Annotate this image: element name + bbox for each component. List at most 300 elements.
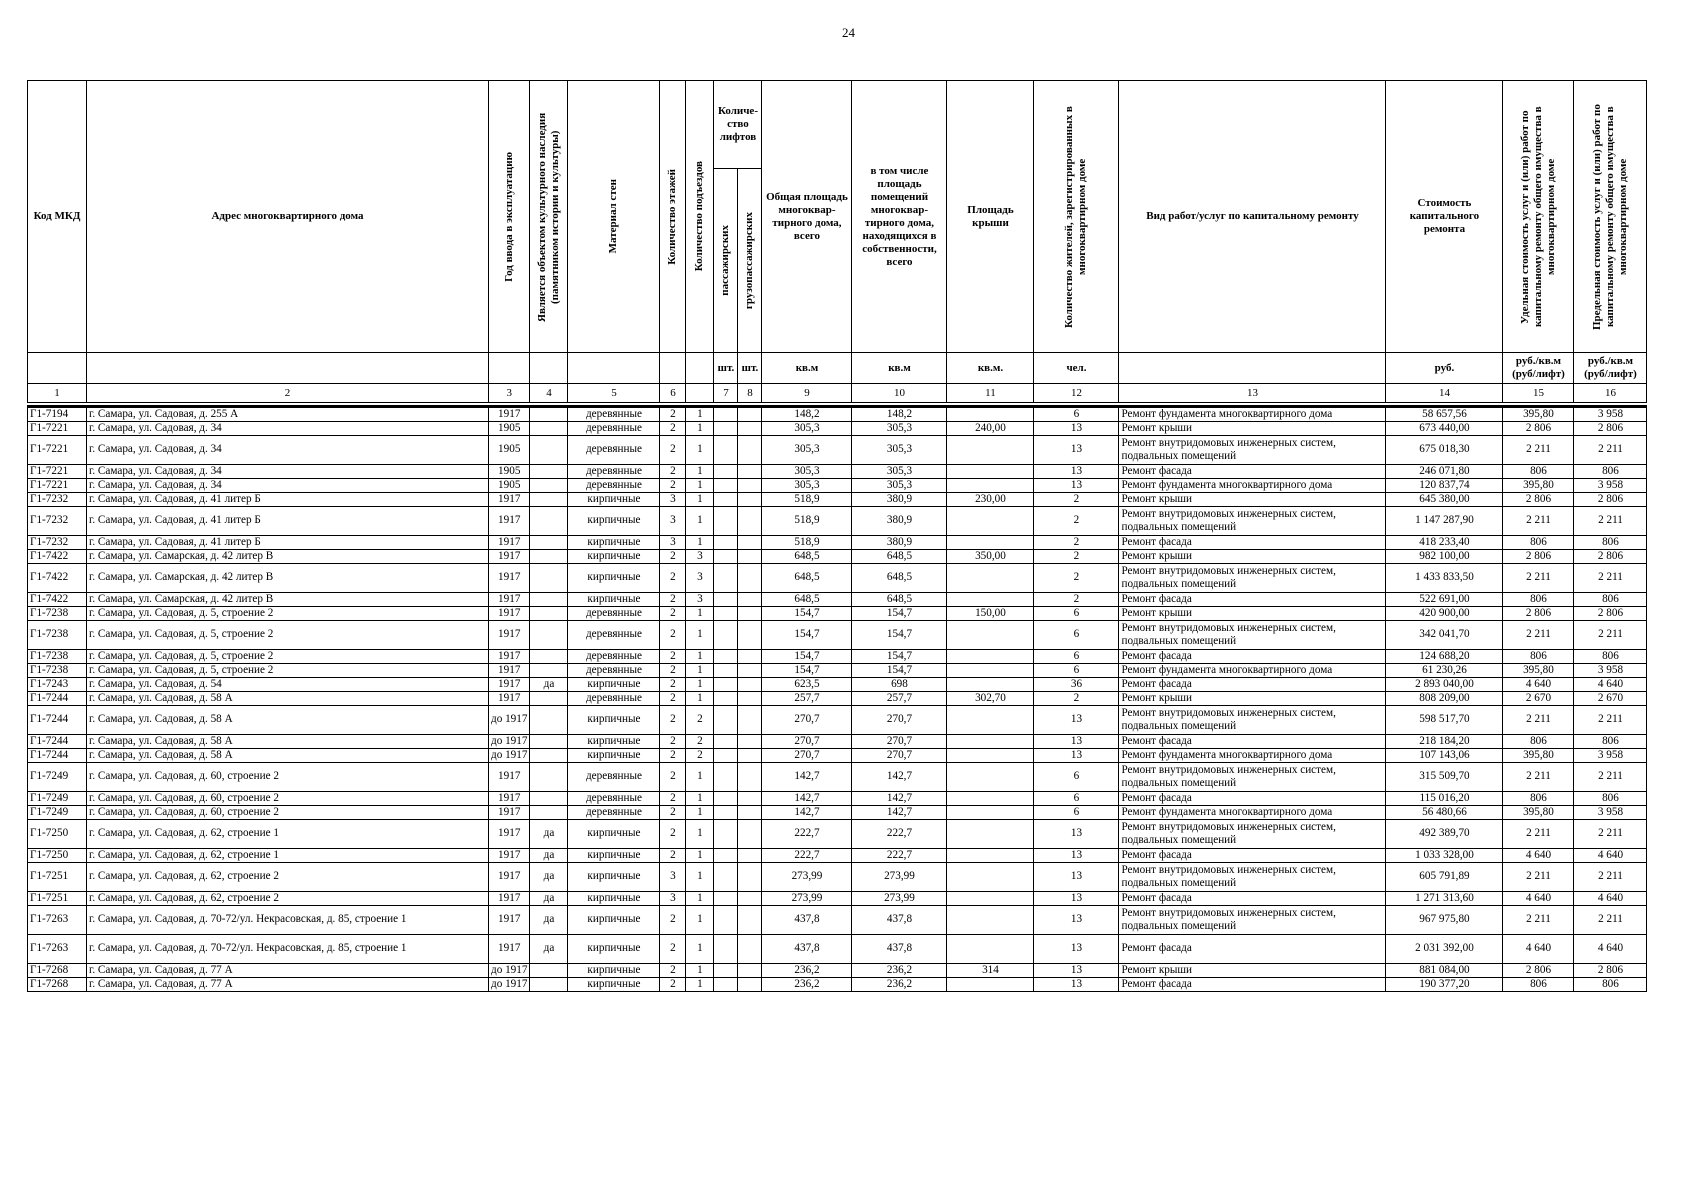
table-row xyxy=(28,848,1647,862)
cell-total-area: 154,7 xyxy=(762,663,852,677)
table-row xyxy=(28,663,1647,677)
capital-repair-table xyxy=(27,80,1647,992)
cell-lifts-freight xyxy=(738,691,762,705)
cell-residents: 6 xyxy=(1034,805,1119,819)
cell-material: кирпичные xyxy=(568,492,660,506)
cell-work-type: Ремонт фасада xyxy=(1119,848,1386,862)
cell-owned-area: 236,2 xyxy=(852,977,947,991)
cell-floors: 2 xyxy=(660,762,686,791)
cell-address: г. Самара, ул. Садовая, д. 5, строение 2 xyxy=(87,663,489,677)
cell-heritage: да xyxy=(530,677,568,691)
cell-address: г. Самара, ул. Садовая, д. 34 xyxy=(87,464,489,478)
cell-owned-area: 273,99 xyxy=(852,891,947,905)
cell-total-area: 305,3 xyxy=(762,464,852,478)
cell-max-cost: 2 806 xyxy=(1574,549,1647,563)
cell-heritage xyxy=(530,592,568,606)
table-row xyxy=(28,805,1647,819)
cell-total-area: 648,5 xyxy=(762,549,852,563)
cell-lifts-passenger xyxy=(714,762,738,791)
cell-roof-area xyxy=(947,791,1034,805)
unit-label: кв.м xyxy=(852,353,947,384)
cell-max-cost: 806 xyxy=(1574,535,1647,549)
cell-residents: 36 xyxy=(1034,677,1119,691)
cell-floors: 2 xyxy=(660,435,686,464)
cell-material: кирпичные xyxy=(568,891,660,905)
cell-entrances: 1 xyxy=(686,963,714,977)
cell-max-cost: 3 958 xyxy=(1574,748,1647,762)
cell-work-type: Ремонт фасада xyxy=(1119,677,1386,691)
cell-entrances: 1 xyxy=(686,862,714,891)
cell-year: 1905 xyxy=(489,478,530,492)
header-material: Материал стен xyxy=(568,81,660,353)
cell-heritage xyxy=(530,435,568,464)
cell-roof-area xyxy=(947,977,1034,991)
cell-heritage xyxy=(530,734,568,748)
cell-roof-area: 240,00 xyxy=(947,421,1034,435)
table-row xyxy=(28,421,1647,435)
cell-heritage: да xyxy=(530,862,568,891)
cell-lifts-passenger xyxy=(714,805,738,819)
cell-code: Г1-7244 xyxy=(28,748,87,762)
cell-address: г. Самара, ул. Садовая, д. 41 литер Б xyxy=(87,535,489,549)
cell-cost: 58 657,56 xyxy=(1386,407,1503,422)
cell-work-type: Ремонт фасада xyxy=(1119,791,1386,805)
cell-floors: 3 xyxy=(660,891,686,905)
cell-unit-cost: 806 xyxy=(1503,649,1574,663)
cell-work-type: Ремонт фасада xyxy=(1119,934,1386,963)
cell-work-type: Ремонт крыши xyxy=(1119,421,1386,435)
table-row xyxy=(28,464,1647,478)
cell-owned-area: 698 xyxy=(852,677,947,691)
cell-floors: 2 xyxy=(660,805,686,819)
cell-total-area: 273,99 xyxy=(762,891,852,905)
column-number: 13 xyxy=(1119,384,1386,403)
cell-total-area: 154,7 xyxy=(762,620,852,649)
table-row xyxy=(28,677,1647,691)
table-row xyxy=(28,963,1647,977)
header-floors: Количество этажей xyxy=(660,81,686,353)
cell-total-area: 648,5 xyxy=(762,592,852,606)
cell-lifts-freight xyxy=(738,748,762,762)
cell-total-area: 437,8 xyxy=(762,905,852,934)
cell-lifts-passenger xyxy=(714,563,738,592)
cell-address: г. Самара, ул. Самарская, д. 42 литер В xyxy=(87,592,489,606)
cell-cost: 1 147 287,90 xyxy=(1386,506,1503,535)
cell-heritage xyxy=(530,748,568,762)
cell-cost: 605 791,89 xyxy=(1386,862,1503,891)
cell-total-area: 518,9 xyxy=(762,492,852,506)
cell-year: до 1917 xyxy=(489,963,530,977)
cell-lifts-freight xyxy=(738,862,762,891)
table-row xyxy=(28,606,1647,620)
cell-year: 1905 xyxy=(489,464,530,478)
cell-cost: 56 480,66 xyxy=(1386,805,1503,819)
cell-code: Г1-7268 xyxy=(28,977,87,991)
cell-entrances: 1 xyxy=(686,464,714,478)
cell-address: г. Самара, ул. Садовая, д. 34 xyxy=(87,478,489,492)
cell-year: 1917 xyxy=(489,606,530,620)
table-row xyxy=(28,535,1647,549)
cell-max-cost: 806 xyxy=(1574,977,1647,991)
cell-cost: 2 031 392,00 xyxy=(1386,934,1503,963)
cell-address: г. Самара, ул. Садовая, д. 60, строение 2 xyxy=(87,762,489,791)
cell-total-area: 154,7 xyxy=(762,606,852,620)
cell-total-area: 222,7 xyxy=(762,848,852,862)
cell-cost: 190 377,20 xyxy=(1386,977,1503,991)
cell-owned-area: 270,7 xyxy=(852,705,947,734)
cell-heritage xyxy=(530,606,568,620)
column-number: 3 xyxy=(489,384,530,403)
cell-max-cost: 2 806 xyxy=(1574,421,1647,435)
cell-address: г. Самара, ул. Садовая, д. 58 А xyxy=(87,705,489,734)
cell-total-area: 648,5 xyxy=(762,563,852,592)
cell-address: г. Самара, ул. Садовая, д. 60, строение 2 xyxy=(87,805,489,819)
unit-label: руб./кв.м (руб/лифт) xyxy=(1574,353,1647,384)
cell-owned-area: 142,7 xyxy=(852,791,947,805)
cell-heritage xyxy=(530,963,568,977)
cell-material: кирпичные xyxy=(568,705,660,734)
cell-floors: 2 xyxy=(660,620,686,649)
cell-cost: 2 893 040,00 xyxy=(1386,677,1503,691)
cell-cost: 315 509,70 xyxy=(1386,762,1503,791)
cell-floors: 2 xyxy=(660,549,686,563)
cell-code: Г1-7221 xyxy=(28,478,87,492)
cell-lifts-passenger xyxy=(714,606,738,620)
cell-floors: 2 xyxy=(660,963,686,977)
cell-material: деревянные xyxy=(568,435,660,464)
cell-lifts-freight xyxy=(738,791,762,805)
cell-lifts-passenger xyxy=(714,649,738,663)
cell-roof-area xyxy=(947,620,1034,649)
cell-material: деревянные xyxy=(568,464,660,478)
cell-roof-area xyxy=(947,905,1034,934)
cell-material: деревянные xyxy=(568,478,660,492)
cell-heritage xyxy=(530,464,568,478)
cell-lifts-freight xyxy=(738,734,762,748)
cell-lifts-passenger xyxy=(714,934,738,963)
cell-year: 1917 xyxy=(489,862,530,891)
cell-owned-area: 222,7 xyxy=(852,819,947,848)
cell-residents: 6 xyxy=(1034,620,1119,649)
column-number: 11 xyxy=(947,384,1034,403)
cell-owned-area: 236,2 xyxy=(852,963,947,977)
cell-total-area: 305,3 xyxy=(762,478,852,492)
cell-residents: 13 xyxy=(1034,977,1119,991)
cell-code: Г1-7238 xyxy=(28,663,87,677)
cell-lifts-passenger xyxy=(714,592,738,606)
cell-cost: 120 837,74 xyxy=(1386,478,1503,492)
cell-floors: 2 xyxy=(660,691,686,705)
cell-heritage: да xyxy=(530,891,568,905)
cell-year: 1917 xyxy=(489,620,530,649)
cell-total-area: 273,99 xyxy=(762,862,852,891)
cell-material: деревянные xyxy=(568,606,660,620)
cell-work-type: Ремонт фундамента многоквартирного дома xyxy=(1119,805,1386,819)
cell-lifts-freight xyxy=(738,435,762,464)
cell-lifts-freight xyxy=(738,549,762,563)
cell-year: до 1917 xyxy=(489,734,530,748)
cell-lifts-passenger xyxy=(714,492,738,506)
cell-floors: 2 xyxy=(660,478,686,492)
column-number: 12 xyxy=(1034,384,1119,403)
cell-code: Г1-7232 xyxy=(28,535,87,549)
cell-max-cost: 2 211 xyxy=(1574,435,1647,464)
table-row xyxy=(28,549,1647,563)
cell-year: 1917 xyxy=(489,791,530,805)
cell-floors: 2 xyxy=(660,592,686,606)
cell-year: 1917 xyxy=(489,407,530,422)
cell-roof-area xyxy=(947,592,1034,606)
cell-entrances: 3 xyxy=(686,549,714,563)
cell-roof-area xyxy=(947,748,1034,762)
cell-roof-area xyxy=(947,506,1034,535)
cell-code: Г1-7263 xyxy=(28,905,87,934)
cell-code: Г1-7250 xyxy=(28,819,87,848)
cell-lifts-passenger xyxy=(714,464,738,478)
cell-owned-area: 380,9 xyxy=(852,535,947,549)
cell-work-type: Ремонт крыши xyxy=(1119,492,1386,506)
cell-material: кирпичные xyxy=(568,592,660,606)
cell-entrances: 1 xyxy=(686,435,714,464)
cell-heritage xyxy=(530,649,568,663)
cell-heritage: да xyxy=(530,848,568,862)
cell-floors: 3 xyxy=(660,492,686,506)
cell-total-area: 257,7 xyxy=(762,691,852,705)
cell-cost: 342 041,70 xyxy=(1386,620,1503,649)
cell-material: деревянные xyxy=(568,691,660,705)
cell-entrances: 1 xyxy=(686,663,714,677)
cell-entrances: 1 xyxy=(686,492,714,506)
cell-max-cost: 806 xyxy=(1574,464,1647,478)
cell-residents: 13 xyxy=(1034,862,1119,891)
cell-work-type: Ремонт крыши xyxy=(1119,549,1386,563)
cell-roof-area xyxy=(947,891,1034,905)
cell-lifts-freight xyxy=(738,606,762,620)
table-row xyxy=(28,891,1647,905)
cell-max-cost: 4 640 xyxy=(1574,848,1647,862)
cell-lifts-passenger xyxy=(714,506,738,535)
cell-address: г. Самара, ул. Садовая, д. 62, строение 1 xyxy=(87,848,489,862)
cell-residents: 13 xyxy=(1034,934,1119,963)
cell-lifts-passenger xyxy=(714,407,738,422)
cell-entrances: 1 xyxy=(686,934,714,963)
column-number: 1 xyxy=(28,384,87,403)
cell-address: г. Самара, ул. Садовая, д. 41 литер Б xyxy=(87,492,489,506)
cell-residents: 13 xyxy=(1034,891,1119,905)
cell-year: 1917 xyxy=(489,762,530,791)
cell-residents: 2 xyxy=(1034,506,1119,535)
cell-roof-area xyxy=(947,762,1034,791)
cell-unit-cost: 806 xyxy=(1503,535,1574,549)
cell-owned-area: 148,2 xyxy=(852,407,947,422)
column-number xyxy=(686,384,714,403)
cell-code: Г1-7250 xyxy=(28,848,87,862)
cell-unit-cost: 4 640 xyxy=(1503,934,1574,963)
cell-year: до 1917 xyxy=(489,705,530,734)
cell-code: Г1-7244 xyxy=(28,705,87,734)
cell-work-type: Ремонт внутридомовых инженерных систем, подвальных помещений xyxy=(1119,762,1386,791)
cell-lifts-passenger xyxy=(714,891,738,905)
cell-code: Г1-7422 xyxy=(28,592,87,606)
cell-owned-area: 437,8 xyxy=(852,934,947,963)
cell-unit-cost: 2 211 xyxy=(1503,819,1574,848)
cell-roof-area xyxy=(947,663,1034,677)
cell-total-area: 142,7 xyxy=(762,762,852,791)
cell-floors: 2 xyxy=(660,663,686,677)
cell-lifts-freight xyxy=(738,592,762,606)
cell-work-type: Ремонт фундамента многоквартирного дома xyxy=(1119,748,1386,762)
cell-material: кирпичные xyxy=(568,748,660,762)
cell-lifts-freight xyxy=(738,492,762,506)
cell-material: кирпичные xyxy=(568,549,660,563)
cell-lifts-freight xyxy=(738,407,762,422)
cell-residents: 13 xyxy=(1034,478,1119,492)
cell-roof-area xyxy=(947,563,1034,592)
cell-cost: 246 071,80 xyxy=(1386,464,1503,478)
cell-lifts-passenger xyxy=(714,620,738,649)
cell-lifts-freight xyxy=(738,563,762,592)
cell-floors: 2 xyxy=(660,819,686,848)
cell-lifts-passenger xyxy=(714,677,738,691)
cell-lifts-freight xyxy=(738,848,762,862)
cell-material: кирпичные xyxy=(568,734,660,748)
cell-total-area: 270,7 xyxy=(762,705,852,734)
cell-entrances: 2 xyxy=(686,748,714,762)
header-cost: Стоимость капитального ремонта xyxy=(1386,81,1503,353)
cell-material: кирпичные xyxy=(568,977,660,991)
cell-lifts-freight xyxy=(738,934,762,963)
cell-lifts-freight xyxy=(738,963,762,977)
cell-owned-area: 154,7 xyxy=(852,620,947,649)
cell-floors: 2 xyxy=(660,464,686,478)
cell-unit-cost: 4 640 xyxy=(1503,677,1574,691)
cell-unit-cost: 395,80 xyxy=(1503,478,1574,492)
cell-unit-cost: 2 806 xyxy=(1503,963,1574,977)
cell-material: кирпичные xyxy=(568,819,660,848)
table-row xyxy=(28,934,1647,963)
cell-lifts-passenger xyxy=(714,791,738,805)
cell-entrances: 1 xyxy=(686,791,714,805)
cell-residents: 13 xyxy=(1034,705,1119,734)
cell-address: г. Самара, ул. Садовая, д. 58 А xyxy=(87,691,489,705)
cell-lifts-freight xyxy=(738,464,762,478)
cell-residents: 2 xyxy=(1034,492,1119,506)
cell-lifts-passenger xyxy=(714,535,738,549)
cell-max-cost: 2 211 xyxy=(1574,905,1647,934)
cell-residents: 13 xyxy=(1034,848,1119,862)
cell-address: г. Самара, ул. Самарская, д. 42 литер В xyxy=(87,549,489,563)
cell-unit-cost: 2 670 xyxy=(1503,691,1574,705)
cell-floors: 2 xyxy=(660,791,686,805)
cell-cost: 61 230,26 xyxy=(1386,663,1503,677)
cell-owned-area: 305,3 xyxy=(852,435,947,464)
cell-address: г. Самара, ул. Садовая, д. 5, строение 2 xyxy=(87,620,489,649)
cell-lifts-freight xyxy=(738,905,762,934)
cell-max-cost: 806 xyxy=(1574,734,1647,748)
cell-work-type: Ремонт внутридомовых инженерных систем, подвальных помещений xyxy=(1119,905,1386,934)
cell-year: 1917 xyxy=(489,819,530,848)
cell-year: 1905 xyxy=(489,435,530,464)
cell-code: Г1-7232 xyxy=(28,492,87,506)
column-number: 14 xyxy=(1386,384,1503,403)
cell-code: Г1-7249 xyxy=(28,791,87,805)
cell-work-type: Ремонт фасада xyxy=(1119,649,1386,663)
cell-heritage xyxy=(530,620,568,649)
cell-code: Г1-7249 xyxy=(28,762,87,791)
cell-lifts-passenger xyxy=(714,691,738,705)
cell-unit-cost: 395,80 xyxy=(1503,805,1574,819)
table-row xyxy=(28,435,1647,464)
cell-address: г. Самара, ул. Садовая, д. 77 А xyxy=(87,963,489,977)
cell-lifts-passenger xyxy=(714,549,738,563)
cell-year: 1917 xyxy=(489,934,530,963)
cell-address: г. Самара, ул. Садовая, д. 34 xyxy=(87,421,489,435)
cell-total-area: 222,7 xyxy=(762,819,852,848)
cell-max-cost: 2 211 xyxy=(1574,563,1647,592)
cell-residents: 13 xyxy=(1034,905,1119,934)
cell-lifts-freight xyxy=(738,620,762,649)
cell-lifts-freight xyxy=(738,535,762,549)
cell-residents: 6 xyxy=(1034,606,1119,620)
cell-floors: 2 xyxy=(660,848,686,862)
cell-residents: 2 xyxy=(1034,592,1119,606)
cell-total-area: 236,2 xyxy=(762,977,852,991)
cell-roof-area xyxy=(947,862,1034,891)
cell-owned-area: 154,7 xyxy=(852,663,947,677)
cell-total-area: 270,7 xyxy=(762,748,852,762)
header-unit-cost: Удельная стоимость услуг и (или) работ по капитальному ремонту общего имущества в многоквартирном доме xyxy=(1503,81,1574,353)
cell-roof-area: 150,00 xyxy=(947,606,1034,620)
cell-address: г. Самара, ул. Садовая, д. 58 А xyxy=(87,748,489,762)
page-number: 24 xyxy=(842,25,855,40)
cell-entrances: 2 xyxy=(686,705,714,734)
cell-max-cost: 2 806 xyxy=(1574,606,1647,620)
column-number: 4 xyxy=(530,384,568,403)
cell-cost: 107 143,06 xyxy=(1386,748,1503,762)
cell-max-cost: 806 xyxy=(1574,592,1647,606)
cell-lifts-freight xyxy=(738,663,762,677)
units-row xyxy=(28,353,1647,384)
cell-code: Г1-7221 xyxy=(28,435,87,464)
cell-lifts-freight xyxy=(738,478,762,492)
cell-lifts-passenger xyxy=(714,905,738,934)
cell-code: Г1-7263 xyxy=(28,934,87,963)
column-number: 5 xyxy=(568,384,660,403)
cell-owned-area: 380,9 xyxy=(852,492,947,506)
cell-cost: 522 691,00 xyxy=(1386,592,1503,606)
cell-cost: 115 016,20 xyxy=(1386,791,1503,805)
cell-lifts-freight xyxy=(738,677,762,691)
cell-entrances: 1 xyxy=(686,977,714,991)
cell-floors: 2 xyxy=(660,748,686,762)
cell-unit-cost: 806 xyxy=(1503,734,1574,748)
cell-work-type: Ремонт фундамента многоквартирного дома xyxy=(1119,663,1386,677)
cell-material: деревянные xyxy=(568,805,660,819)
cell-address: г. Самара, ул. Садовая, д. 41 литер Б xyxy=(87,506,489,535)
cell-material: деревянные xyxy=(568,649,660,663)
cell-address: г. Самара, ул. Садовая, д. 5, строение 2 xyxy=(87,606,489,620)
cell-owned-area: 648,5 xyxy=(852,592,947,606)
cell-roof-area xyxy=(947,848,1034,862)
table-row xyxy=(28,620,1647,649)
cell-unit-cost: 2 211 xyxy=(1503,620,1574,649)
cell-code: Г1-7194 xyxy=(28,407,87,422)
table-row xyxy=(28,407,1647,422)
cell-lifts-passenger xyxy=(714,862,738,891)
cell-code: Г1-7238 xyxy=(28,649,87,663)
header-lifts-passenger: пассажирских xyxy=(714,168,738,352)
cell-max-cost: 2 211 xyxy=(1574,819,1647,848)
